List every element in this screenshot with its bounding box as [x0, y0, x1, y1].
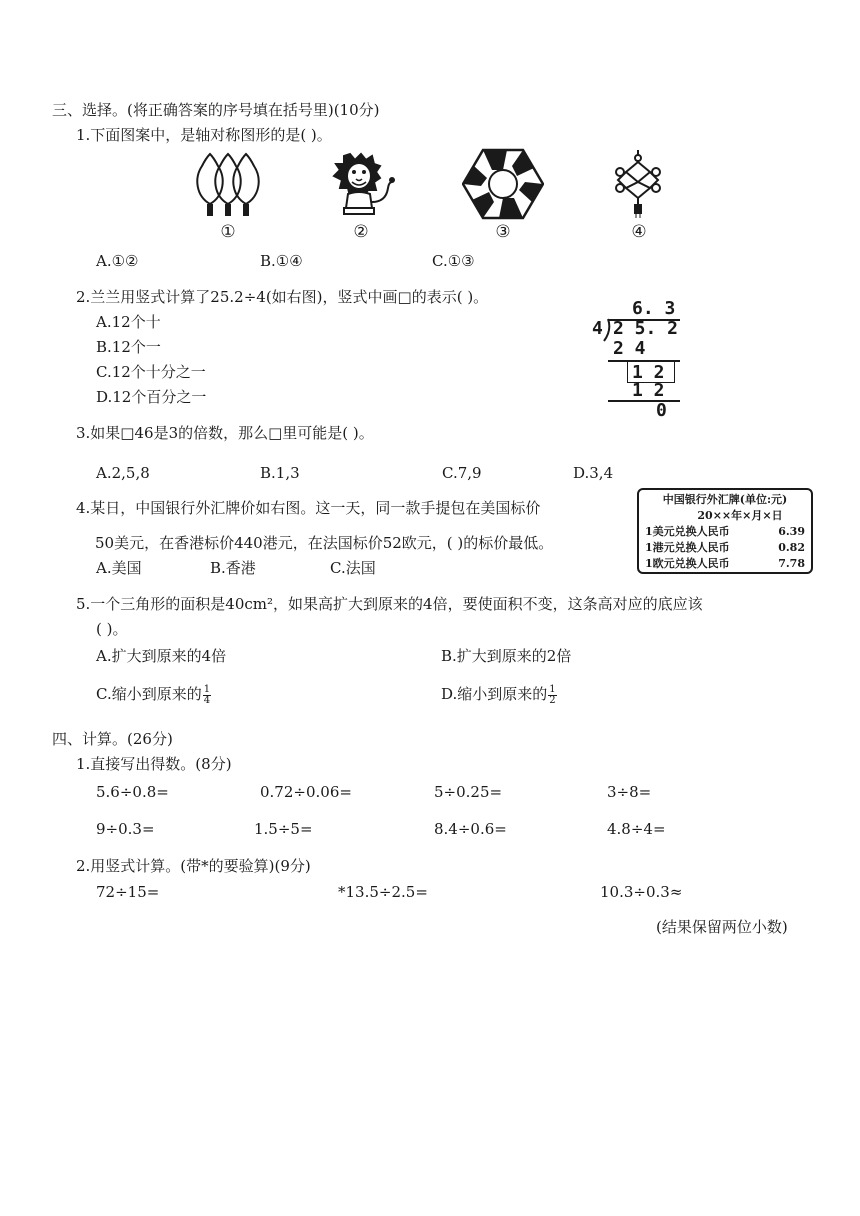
exchange-rate-table [637, 488, 813, 574]
q2-option-d: D.12个百分之一 [96, 388, 207, 406]
q3-option-a: A.2,5,8 [96, 464, 150, 482]
q3-stem: 3.如果□46是3的倍数，那么□里可能是( )。 [76, 424, 374, 442]
rate-table-date: 20××年×月×日 [697, 509, 783, 522]
p1-row1-item-3: 5÷0.25= [434, 783, 503, 801]
q4-option-c: C.法国 [330, 559, 376, 577]
q5-option-d-denominator: 2 [549, 694, 556, 706]
figure-label-1: ① [220, 222, 236, 242]
p2-title: 2.用竖式计算。(带*的要验算)(9分) [76, 857, 311, 875]
p1-row1-item-4: 3÷8= [607, 783, 652, 801]
q5-option-d [441, 684, 557, 706]
division-step-2: 1 2 [632, 362, 665, 383]
trees-icon [190, 152, 266, 218]
q5-option-c-fraction [203, 685, 211, 706]
figure-label-4: ④ [631, 222, 647, 242]
rate-value-hkd: 0.82 [778, 541, 805, 554]
rate-value-usd: 6.39 [778, 525, 805, 538]
rate-row-hkd [645, 540, 805, 556]
p1-row2-item-1: 9÷0.3= [96, 820, 155, 838]
q3-option-d: D.3,4 [573, 464, 614, 482]
p1-row1-item-2: 0.72÷0.06= [260, 783, 352, 801]
p1-row2-item-3: 8.4÷0.6= [434, 820, 507, 838]
rate-label-hkd: 1港元兑换人民币 [645, 541, 730, 554]
rate-label-eur: 1欧元兑换人民币 [645, 557, 730, 570]
q1-option-b: B.①④ [260, 252, 303, 270]
q5-option-c-denominator: 4 [203, 694, 211, 706]
p2-rounding-note: (结果保留两位小数) [656, 918, 788, 936]
section3-heading: 三、选择。(将正确答案的序号填在括号里)(10分) [52, 101, 380, 119]
division-step-3: 1 2 [632, 380, 665, 401]
q1-stem: 1.下面图案中，是轴对称图形的是( )。 [76, 126, 332, 144]
rate-row-usd [645, 524, 805, 540]
division-step-1: 2 4 [613, 338, 646, 359]
q4-stem-line-1: 4.某日，中国银行外汇牌价如右图。这一天，同一款手提包在美国标价 [76, 499, 541, 517]
rate-value-eur: 7.78 [778, 557, 805, 570]
q5-stem-line-1: 5.一个三角形的面积是40cm²，如果高扩大到原来的4倍，要使面积不变，这条高对应的底应该 [76, 595, 703, 613]
q5-option-c-text: C.缩小到原来的 [96, 685, 202, 703]
q5-option-b: B.扩大到原来的2倍 [441, 647, 572, 665]
q4-option-b: B.香港 [210, 559, 256, 577]
lion-icon [322, 152, 398, 218]
p1-title: 1.直接写出得数。(8分) [76, 755, 232, 773]
division-dividend: 2 5. 2 [613, 318, 679, 339]
q5-option-c [96, 684, 211, 706]
figure-label-3: ③ [495, 222, 511, 242]
p2-item-1: 72÷15= [96, 883, 160, 901]
rate-label-usd: 1美元兑换人民币 [645, 525, 730, 538]
q5-option-d-text: D.缩小到原来的 [441, 685, 548, 703]
q5-option-d-numerator: 1 [549, 683, 556, 695]
q5-option-d-fraction [548, 685, 556, 706]
q4-stem-line-2: 50美元，在香港标价440港元，在法国标价52欧元，( )的标价最低。 [95, 534, 554, 552]
division-line-2 [608, 400, 680, 402]
rate-table-title: 中国银行外汇牌(单位:元) [662, 493, 788, 506]
rate-row-eur [645, 556, 805, 572]
p2-item-3: 10.3÷0.3≈ [600, 883, 683, 901]
division-quotient: 6. 3 [632, 298, 676, 319]
figure-label-2: ② [353, 222, 369, 242]
q2-stem: 2.兰兰用竖式计算了25.2÷4(如右图)，竖式中画□的表示( )。 [76, 288, 489, 306]
chinese-knot-icon [610, 150, 666, 218]
q5-stem-line-2: ( )。 [96, 620, 128, 638]
q3-option-c: C.7,9 [442, 464, 482, 482]
q2-option-c: C.12个十分之一 [96, 363, 206, 381]
p1-row2-item-2: 1.5÷5= [254, 820, 313, 838]
q5-option-a: A.扩大到原来的4倍 [96, 647, 227, 665]
division-divisor: 4 [592, 318, 603, 339]
q3-option-b: B.1,3 [260, 464, 300, 482]
q4-option-a: A.美国 [96, 559, 142, 577]
p1-row1-item-1: 5.6÷0.8= [96, 783, 169, 801]
division-remainder: 0 [656, 400, 667, 421]
division-bracket [602, 318, 612, 342]
q2-option-a: A.12个十 [96, 313, 161, 331]
q5-option-c-numerator: 1 [203, 683, 211, 695]
q1-option-a: A.①② [96, 252, 139, 270]
hexagon-pattern-icon [462, 148, 544, 220]
p1-row2-item-4: 4.8÷4= [607, 820, 666, 838]
q1-option-c: C.①③ [432, 252, 475, 270]
section4-heading: 四、计算。(26分) [52, 730, 173, 748]
p2-item-2: *13.5÷2.5= [338, 883, 428, 901]
q2-option-b: B.12个一 [96, 338, 161, 356]
